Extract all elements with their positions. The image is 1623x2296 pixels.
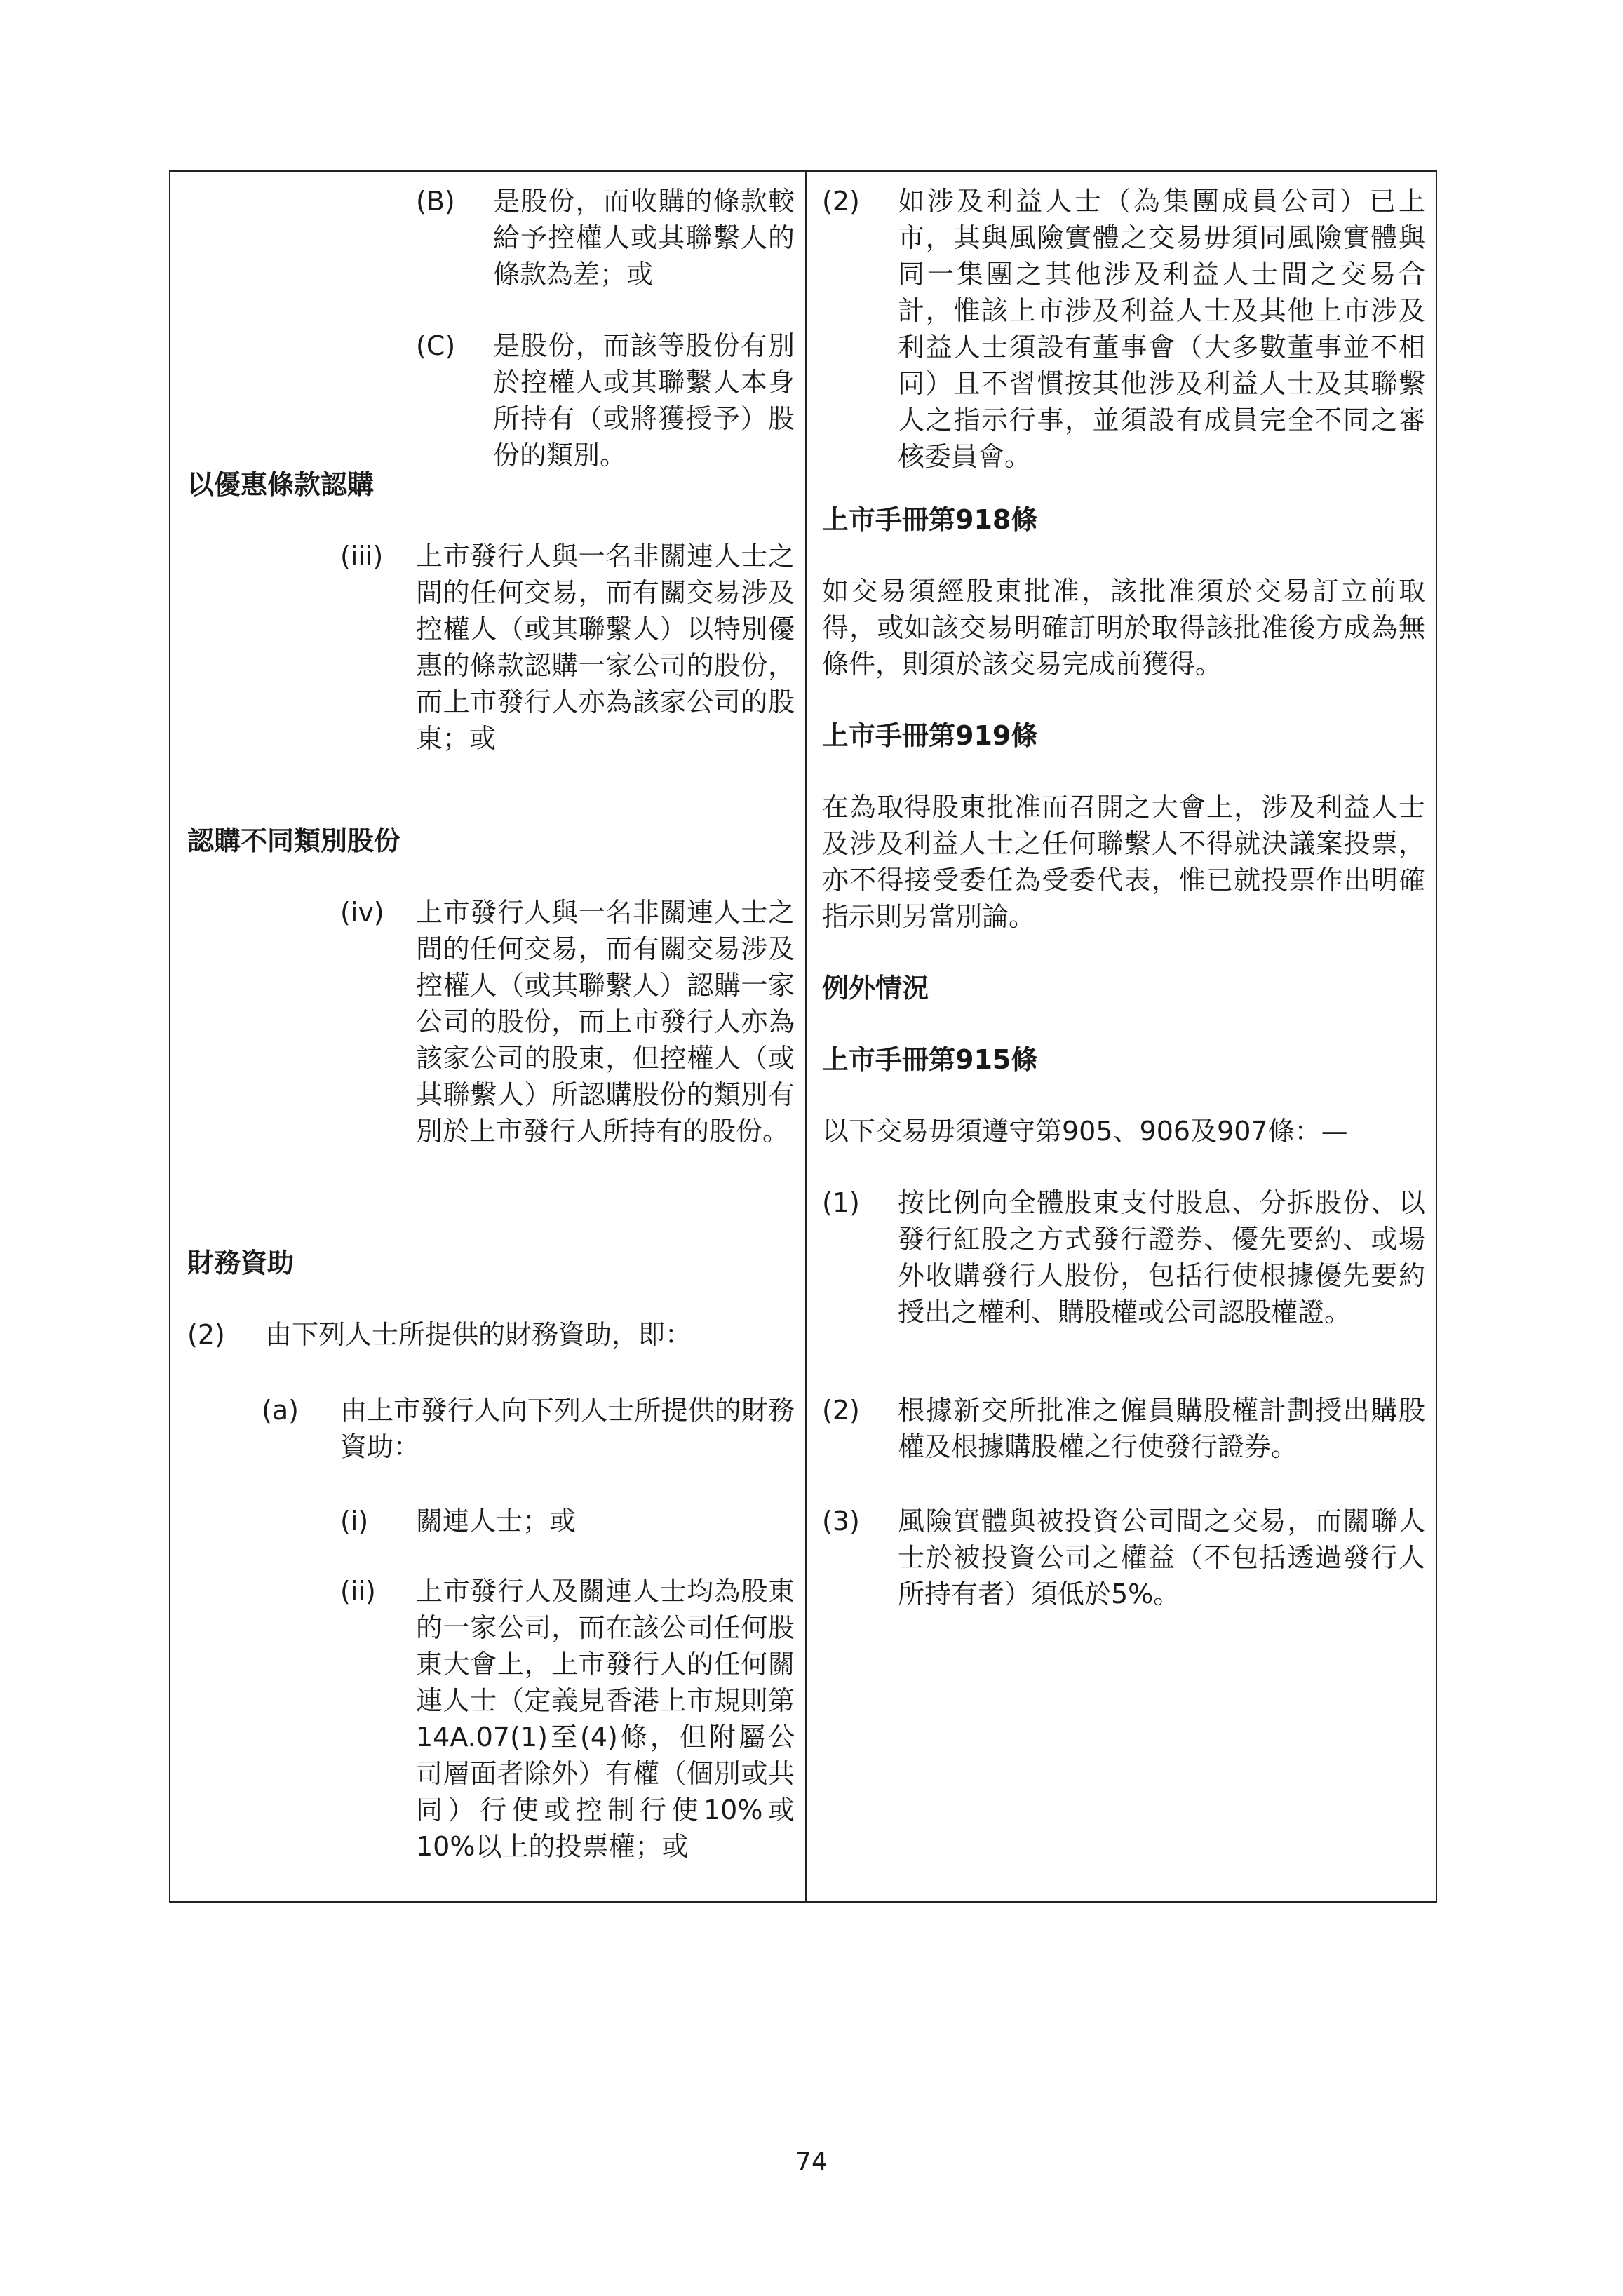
item-C-number: (C) xyxy=(416,330,456,361)
paragraph-rule-918: 如交易須經股東批准，該批准須於交易訂立前取得，或如該交易明確訂明於取得該批准後方成為無條件，則須於該交易完成前獲得。 xyxy=(822,576,1425,680)
column-divider xyxy=(805,172,807,1901)
page-number: 74 xyxy=(795,2147,828,2176)
heading-rule-915: 上市手冊第915條 xyxy=(822,1044,1038,1075)
item-iii-number: (iii) xyxy=(340,541,384,572)
item-iv-text: 上市發行人與一名非關連人士之間的任何交易，而有關交易涉及控權人（或其聯繫人）認購一家公司的股份，而上市發行人亦為該家公司的股東，但控權人（或其聯繫人）所認購股份的類別有別於上市發行人所持有的股份。 xyxy=(416,897,795,1147)
item-iv-number: (iv) xyxy=(340,897,384,928)
item-i-number: (i) xyxy=(340,1506,369,1537)
exception-2-number: (2) xyxy=(822,1395,860,1426)
heading-financial-assistance: 財務資助 xyxy=(187,1248,295,1278)
item-iii-text: 上市發行人與一名非關連人士之間的任何交易，而有關交易涉及控權人（或其聯繫人）以特別優惠的條款認購一家公司的股份，而上市發行人亦為該家公司的股東；或 xyxy=(416,541,795,754)
item-B-number: (B) xyxy=(416,186,455,217)
right-item-2-text: 如涉及利益人士（為集團成員公司）已上市，其與風險實體之交易毋須同風險實體與同一集團之其他涉及利益人士間之交易合計，惟該上市涉及利益人士及其他上市涉及利益人士須設有董事會（大多數董事並不相同）且不習慣按其他涉及利益人士及其聯繫人之指示行事，並須設有成員完全不同之審核委員會。 xyxy=(898,186,1425,472)
exception-3-number: (3) xyxy=(822,1506,860,1537)
heading-preferential-terms: 以優惠條款認購 xyxy=(187,469,375,500)
item-2-text: 由下列人士所提供的財務資助，即： xyxy=(265,1319,692,1350)
item-B-text: 是股份，而收購的條款較給予控權人或其聯繫人的條款為差；或 xyxy=(493,186,795,290)
heading-rule-919: 上市手冊第919條 xyxy=(822,720,1038,751)
exception-3-text: 風險實體與被投資公司間之交易，而關聯人士於被投資公司之權益（不包括透過發行人所持有者）須低於5%。 xyxy=(898,1506,1425,1609)
item-a-text: 由上市發行人向下列人士所提供的財務資助： xyxy=(340,1395,795,1462)
item-a-number: (a) xyxy=(262,1395,299,1426)
exception-1-number: (1) xyxy=(822,1187,860,1218)
exception-1-text: 按比例向全體股東支付股息、分拆股份、以發行紅股之方式發行證券、優先要約、或場外收購發行人股份，包括行使根據優先要約授出之權利、購股權或公司認股權證。 xyxy=(898,1187,1425,1328)
paragraph-rule-919: 在為取得股東批准而召開之大會上，涉及利益人士及涉及利益人士之任何聯繫人不得就決議案投票，亦不得接受委任為受委代表，惟已就投票作出明確指示則另當別論。 xyxy=(822,792,1425,932)
exception-2-text: 根據新交所批准之僱員購股權計劃授出購股權及根據購股權之行使發行證券。 xyxy=(898,1395,1425,1462)
item-ii-text: 上市發行人及關連人士均為股東的一家公司，而在該公司任何股東大會上，上市發行人的任何關連人士（定義見香港上市規則第14A.07(1)至(4)條，但附屬公司層面者除外）有權（個別或共同）行使或控制行使10%或10%以上的投票權；或 xyxy=(416,1576,795,1862)
content-table xyxy=(169,170,1437,1903)
paragraph-rule-915: 以下交易毋須遵守第905、906及907條：— xyxy=(822,1116,1348,1147)
right-item-2-number: (2) xyxy=(822,186,860,217)
item-i-text: 關連人士；或 xyxy=(416,1506,577,1537)
item-C-text: 是股份，而該等股份有別於控權人或其聯繫人本身所持有（或將獲授予）股份的類別。 xyxy=(493,330,795,471)
heading-exceptions: 例外情況 xyxy=(822,973,929,1004)
heading-different-class: 認購不同類別股份 xyxy=(187,825,401,856)
heading-rule-918: 上市手冊第918條 xyxy=(822,504,1038,535)
item-2-number: (2) xyxy=(187,1319,225,1350)
item-ii-number: (ii) xyxy=(340,1576,376,1607)
